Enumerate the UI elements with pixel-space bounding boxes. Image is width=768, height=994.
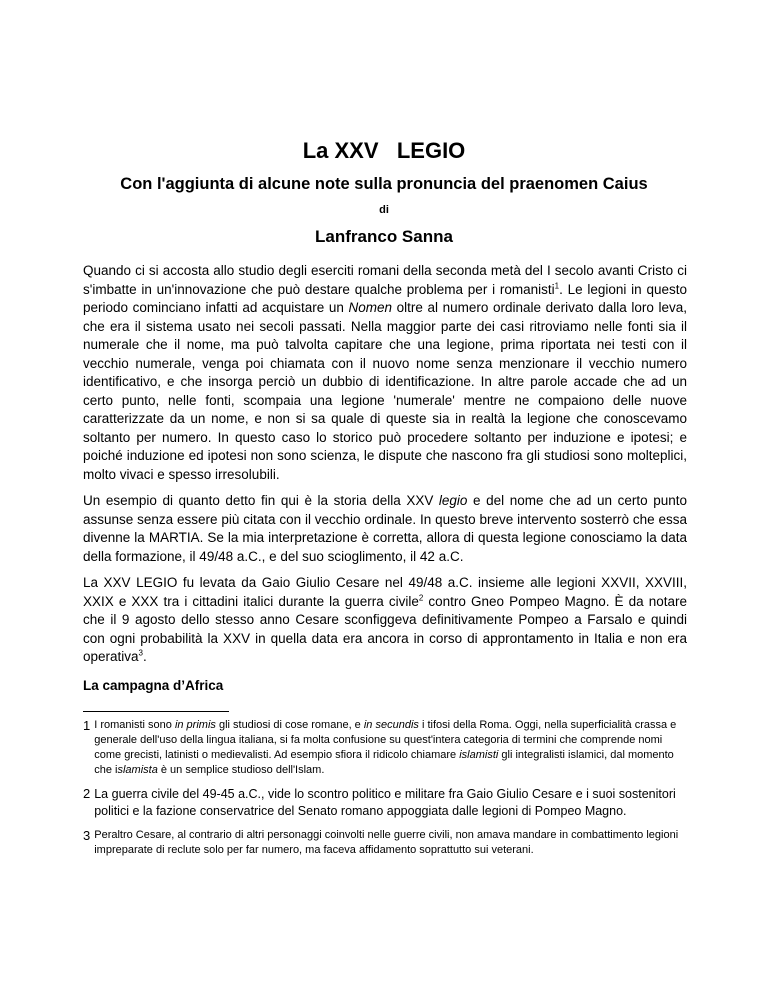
- paragraph-text: La XXV LEGIO fu levata da Gaio Giulio Cesare nel 49/48 a.C. insieme alle legioni XXVII, XXVIII, XXIX e XXX tra i cittadini italici durante la guerra civile: [83, 575, 687, 609]
- footnote-ref-2[interactable]: 2: [418, 593, 424, 602]
- italic-term: Nomen: [348, 300, 393, 315]
- footnote-text: La guerra civile del 49-45 a.C., vide lo scontro politico e militare fra Gaio Giulio Cesare e i suoi sostenitori politici e la fazione conservatrice del Senato romano appoggiata dalle legioni di Pompeo Magno.: [94, 787, 676, 818]
- footnote-fragment: i tifosi della Roma. Oggi, nella superficialità crassa e generale dell'uso della lingua italiana, si fa molta confusione su quest'intera categoria di termini che comprende nomi come grecisti, latinisti o medievalisti. Ad esempio sfiora il ridicolo chiamare: [94, 719, 677, 761]
- paragraph-text: . Le legioni in questo periodo cominciano infatti ad acquistare un: [83, 281, 687, 315]
- paragraph-2: [83, 492, 687, 566]
- document-body: [83, 262, 687, 695]
- paragraph-text: Quando ci si accosta allo studio degli eserciti romani della seconda metà del I secolo avanti Cristo ci s'imbatte in un'innovazione che può destare qualche problema per i romanisti: [83, 263, 687, 297]
- footnote-ref-3[interactable]: 3: [138, 648, 143, 658]
- document-subtitle: Con l'aggiunta di alcune note sulla pronuncia del praenomen Caius: [120, 175, 648, 193]
- paragraph-text: oltre al numero ordinale derivato dalla loro leva, che era il sistema usato nei secoli passati. Nella maggior parte dei casi ritroviamo nelle fonti sia il numerale che il nome, ma può talvolta capitare che una legione, prima riportata nei testi con il vecchio numerale, venga poi chiamata con il nuovo nome senza menzionare il vecchio numero identificativo, e che insorga perciò un dubbio di identificazione. In altre parole accade che ad un certo punto, nelle fonti, scompaia una legione 'numerale' mentre ne compaiono delle nuove caratterizzate da un nome, e non si sa quale di queste sia in realtà la legione che conoscevamo soltanto per numero. In questo caso lo storico può procedere soltanto per induzione e ipotesi; e poiché induzione ed ipotesi non sono scienza, le dispute che nascono fra gli studiosi sono molteplici, molto vivaci e spesso irresolubili.: [83, 300, 687, 482]
- italic-term: in primis: [174, 719, 216, 731]
- paragraph-3: [83, 574, 687, 667]
- italic-term: slamista: [117, 764, 158, 776]
- footnote-number: 3: [83, 828, 91, 843]
- footnote-number: 2: [83, 786, 91, 801]
- paragraph-text: contro Gneo Pompeo Magno. È da notare che il 9 agosto dello stesso anno Cesare sconfiggeva definitivamente Pompeo a Farsalo e quindi con ogni probabilità la XXV in quella data era ancora in corso di approntamento in Italia e non era operativa: [83, 593, 687, 664]
- footnote-text: Peraltro Cesare, al contrario di altri personaggi coinvolti nelle guerre civili, non amava mandare in combattimento legioni impreparate di reclute solo per far numero, ma faceva affidamento soprattutto sui veterani.: [94, 829, 679, 856]
- footnote-number: 1: [83, 718, 91, 733]
- footnote-1: [83, 718, 687, 778]
- italic-term: in secundis: [363, 719, 419, 731]
- footnote-3: [83, 828, 687, 858]
- footnote-ref-1[interactable]: 1: [554, 281, 560, 290]
- footnote-fragment: è un semplice studioso dell'Islam.: [157, 764, 325, 776]
- italic-term: islamisti: [459, 749, 499, 761]
- section-heading: La campagna d’Africa: [83, 677, 224, 693]
- paragraph-text: .: [143, 649, 147, 664]
- paragraph-text: e del nome che ad un certo punto assunse senza essere più citata con il vecchio ordinale. In questo breve intervento sosterrò che essa divenne la MARTIA. Se la mia interpretazione è corretta, allora di questa legione conosciamo la data della formazione, il 49/48 a.C., e del suo scioglimento, il 42 a.C.: [83, 493, 687, 564]
- footnote-2: [83, 786, 687, 820]
- footnote-divider: [83, 711, 229, 712]
- footnote-text: [94, 718, 687, 778]
- footnotes: [83, 711, 687, 866]
- italic-term: legio: [438, 493, 468, 508]
- byline: di: [379, 204, 389, 216]
- author-name: Lanfranco Sanna: [315, 227, 453, 246]
- footnote-fragment: I romanisti sono: [94, 719, 175, 731]
- document-title: La XXV LEGIO: [302, 138, 466, 163]
- paragraph-1: [83, 262, 687, 484]
- footnote-fragment: gli integralisti islamici, dal momento che i: [94, 749, 674, 776]
- footnote-fragment: gli studiosi di cose romane, e: [215, 719, 364, 731]
- paragraph-text: Un esempio di quanto detto fin qui è la storia della XXV: [83, 493, 439, 508]
